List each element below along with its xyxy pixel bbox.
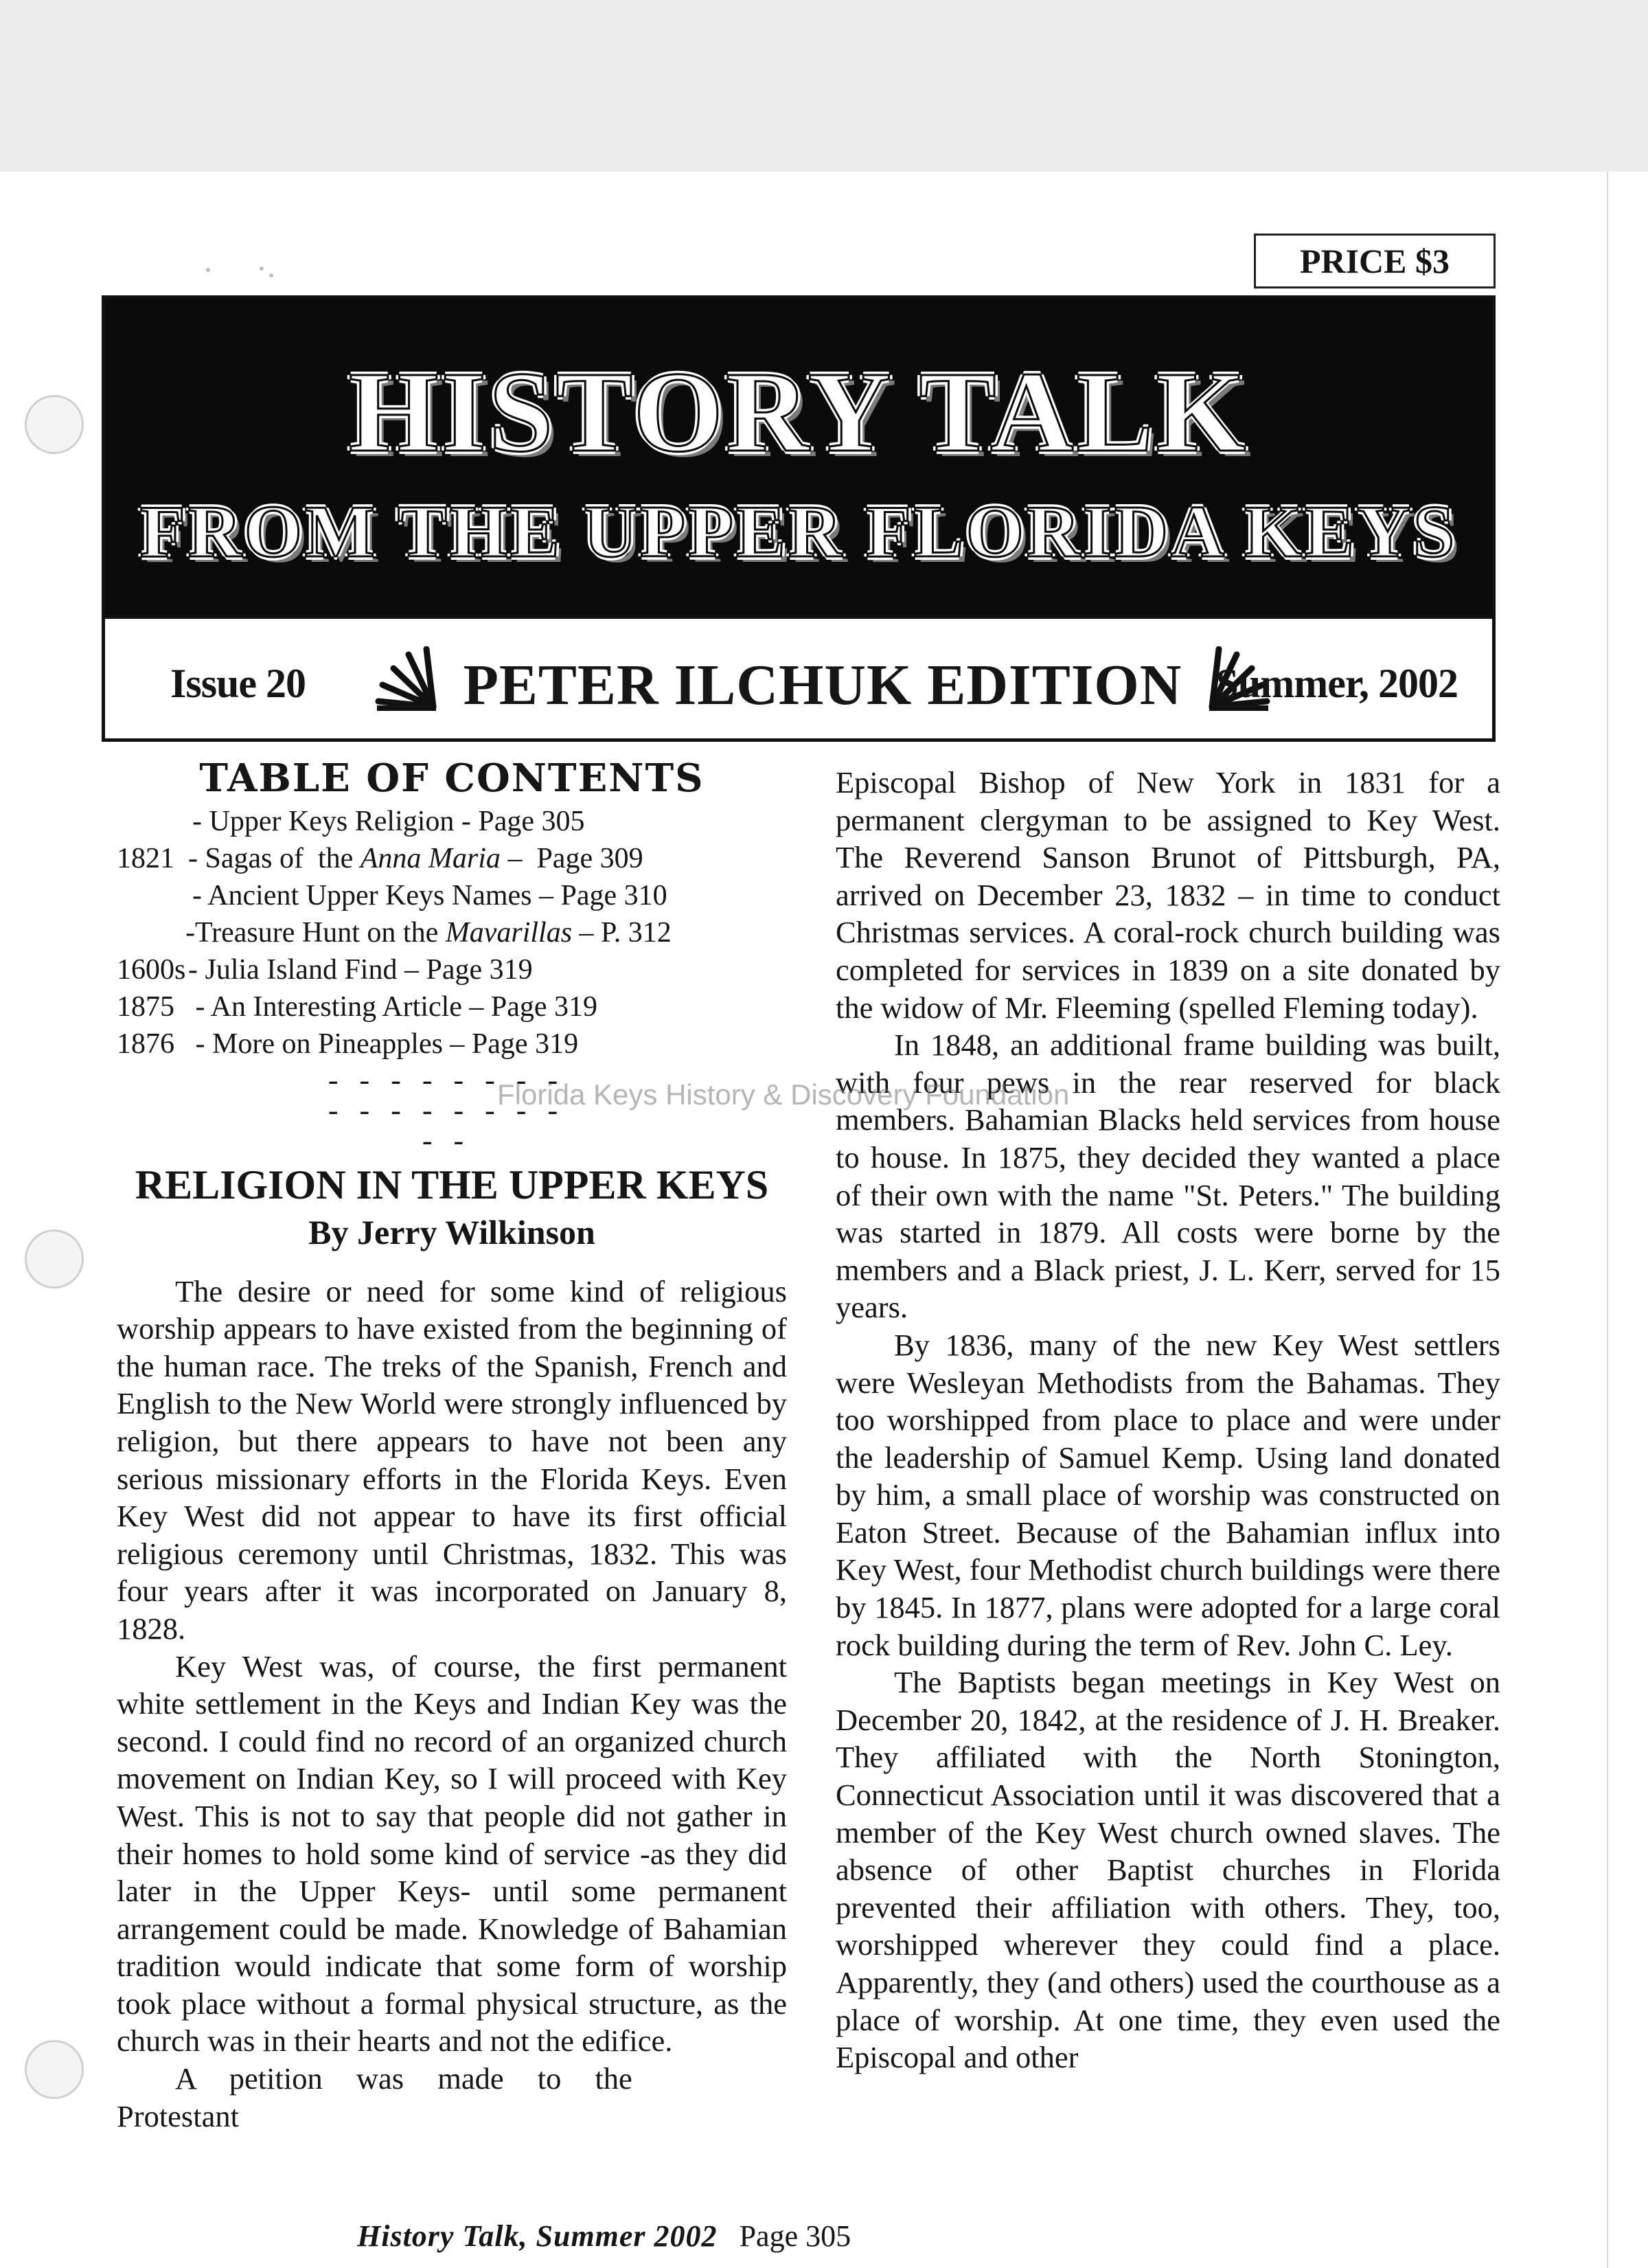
- masthead-subtitle: FROM THE UPPER FLORIDA KEYS: [139, 491, 1458, 573]
- toc-item[interactable]: [117, 877, 787, 914]
- scan-speck: [260, 267, 264, 271]
- watermark: Florida Keys History & Discovery Foundation: [497, 1078, 1070, 1111]
- article-paragraph: Episcopal Bishop of New York in 1831 for a permanent clergyman to be assigned to Key West. The Reverend Sanson Brunot of Pittsburgh, PA, arrived on December 23, 1832 – in time to conduct Christmas services. A coral-rock church building was completed for services in 1839 on a site donated by the widow of Mr. Fleeming (spelled Fleming today).: [836, 765, 1500, 1025]
- toc-item[interactable]: [117, 951, 787, 988]
- masthead-title: HISTORY TALK: [348, 348, 1249, 476]
- edition-bar: [105, 615, 1492, 742]
- toc-year: [117, 877, 192, 914]
- issue-season: Summer, 2002: [1215, 661, 1458, 706]
- toc-divider: - - - - - - - - - - - - - - - - - -: [328, 1063, 565, 1157]
- article-title: RELIGION IN THE UPPER KEYS: [135, 1161, 769, 1207]
- article-paragraph: Key West was, of course, the first permanent white settlement in the Keys and Indian Key was the second. I could find no record of an organized church movement on Indian Key, so I will proceed with Key West. This is not to say that people did not gather in their homes to hold some kind of service -as they did later in the Upper Keys- until some permanent arrangement could be made. Knowledge of Bahamian tradition would indicate that some form of worship took place without a formal physical structure, as the church was in their hearts and not the edifice.: [117, 1648, 787, 2059]
- article-paragraph: By 1836, many of the new Key West settlers were Wesleyan Methodists from the Bahamas. They too worshipped from place to place and were under the leadership of Samuel Kemp. Using land donated by him, a small place of worship was constructed on Eaton Street. Because of the Bahamian influx into Key West, four Methodist church buildings were there by 1845. In 1877, plans were adopted for a large coral rock building during the term of Rev. John C. Ley.: [836, 1327, 1500, 1662]
- binder-hole: [25, 395, 84, 454]
- toc-year: [117, 803, 192, 840]
- footer-publication: History Talk, Summer 2002: [357, 2219, 718, 2253]
- footer-page-number: Page 305: [739, 2219, 851, 2253]
- article-paragraph: The Baptists began meetings in Key West on December 20, 1842, at the residence of J. H. Breaker. They affiliated with the North Stonington, Connecticut Association until it was discovered that a member of the Key West church owned slaves. The absence of other Baptist churches in Florida prevented their affiliation with others. They, too, worshipped wherever they could find a place. Apparently, they (and others) used the courthouse as a place of worship. At one time, they even used the Episcopal and other: [836, 1665, 1500, 2075]
- toc-text: -Treasure Hunt on the Mavarillas – P. 312: [185, 916, 672, 949]
- toc-year: 1600s: [117, 953, 186, 986]
- toc-item[interactable]: [117, 914, 787, 951]
- toc-item[interactable]: [117, 988, 787, 1025]
- left-column: [117, 756, 787, 2135]
- masthead-banner: [105, 299, 1492, 615]
- price-box: PRICE $3: [1254, 234, 1496, 288]
- article-byline: By Jerry Wilkinson: [308, 1212, 595, 1251]
- toc-year: [117, 914, 185, 951]
- toc-year: 1876: [117, 1028, 174, 1060]
- fan-ornament-icon: [373, 646, 442, 712]
- table-of-contents: [117, 803, 787, 1063]
- toc-text: - Sagas of the Anna Maria – Page 309: [188, 842, 643, 874]
- issue-number: Issue 20: [170, 661, 306, 706]
- toc-item[interactable]: [117, 840, 787, 877]
- toc-item[interactable]: [117, 1025, 787, 1063]
- scan-speck: [269, 273, 273, 277]
- toc-text: - More on Pineapples – Page 319: [188, 1028, 579, 1060]
- toc-text: - Julia Island Find – Page 319: [188, 953, 533, 986]
- page-footer: [357, 2219, 906, 2254]
- edition-title: PETER ILCHUK EDITION: [463, 653, 1182, 717]
- binder-hole: [25, 2040, 84, 2099]
- article-paragraph: The desire or need for some kind of religious worship appears to have existed from the beginning of the human race. The treks of the Spanish, French and English to the New World were strongly influenced by religion, but there appears to have not been any serious missionary efforts in the Florida Keys. Even Key West did not appear to have its first official religious ceremony until Christmas, 1832. This was four years after it was incorporated on January 8, 1828.: [117, 1273, 787, 1646]
- toc-text: - Upper Keys Religion - Page 305: [192, 805, 585, 837]
- article-paragraph: In 1848, an additional frame building was built, with four pews in the rear reserved for black members. Bahamian Blacks held services from house to house. In 1875, they decided they wanted a place of their own with the name "St. Peters." The building was started in 1879. All costs were borne by the members and a Black priest, J. L. Kerr, served for 15 years.: [836, 1028, 1500, 1325]
- article-paragraph: A petition was made to the Protestant: [117, 2061, 632, 2133]
- toc-text: - An Interesting Article – Page 319: [188, 990, 598, 1023]
- toc-title: TABLE OF CONTENTS: [199, 756, 705, 801]
- toc-text: - Ancient Upper Keys Names – Page 310: [192, 879, 667, 911]
- toc-item[interactable]: [117, 803, 787, 840]
- scan-speck: [206, 268, 210, 272]
- scan-background: [0, 0, 1648, 172]
- masthead: [102, 295, 1496, 742]
- right-column: [836, 764, 1500, 2076]
- binder-hole: [25, 1229, 84, 1289]
- toc-year: 1875: [117, 990, 174, 1023]
- toc-year: 1821: [117, 842, 174, 874]
